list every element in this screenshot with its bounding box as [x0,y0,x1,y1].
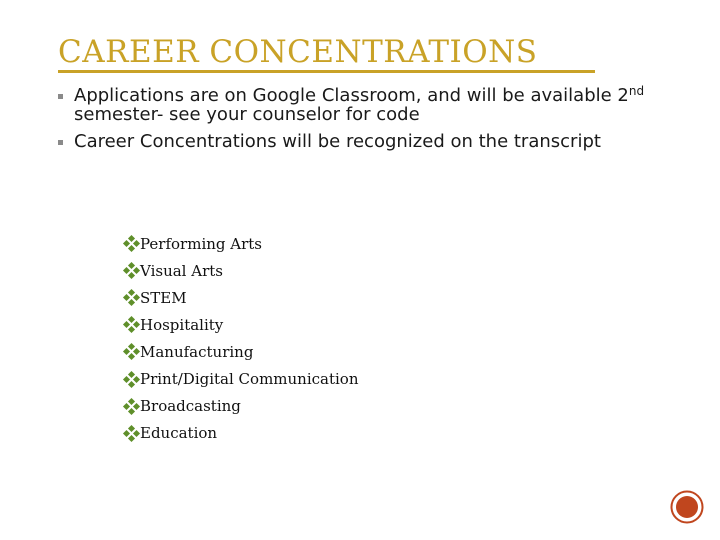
concentration-label: STEM [140,288,187,307]
square-bullet-icon [58,94,63,99]
bullet-text-start: Applications are on Google Classroom, and will be available 2 [74,85,629,106]
diamond-bullet-icon [124,426,139,441]
circle-badge-icon [670,490,704,524]
concentration-label: Print/Digital Communication [140,370,359,389]
concentration-label: Performing Arts [140,234,262,253]
bullet-item-transcript [58,132,658,151]
diamond-bullet-icon [124,263,139,278]
concentration-label: Broadcasting [140,397,241,416]
bullet-item-applications [58,86,658,124]
list-item [124,420,359,447]
diamond-bullet-icon [124,372,139,387]
bullet-text-end: semester- see your counselor for code [74,104,420,125]
list-item [124,230,359,257]
title-underline [58,70,595,73]
concentration-label: Visual Arts [140,261,223,280]
list-item [124,393,359,420]
bullet-text: Career Concentrations will be recognized on the transcript [74,131,601,152]
slide-title: CAREER CONCENTRATIONS [58,34,538,70]
list-item [124,284,359,311]
concentration-label: Hospitality [140,315,224,334]
square-bullet-icon [58,140,63,145]
diamond-bullet-icon [124,344,139,359]
list-item [124,365,359,392]
diamond-bullet-icon [124,317,139,332]
list-item [124,257,359,284]
diamond-bullet-icon [124,399,139,414]
concentration-list [124,230,359,447]
list-item [124,311,359,338]
concentration-label: Manufacturing [140,342,254,361]
diamond-bullet-icon [124,236,139,251]
ordinal-superscript: nd [628,84,645,98]
concentration-label: Education [140,424,218,443]
list-item [124,338,359,365]
bullet-list [58,86,658,159]
diamond-bullet-icon [124,290,139,305]
